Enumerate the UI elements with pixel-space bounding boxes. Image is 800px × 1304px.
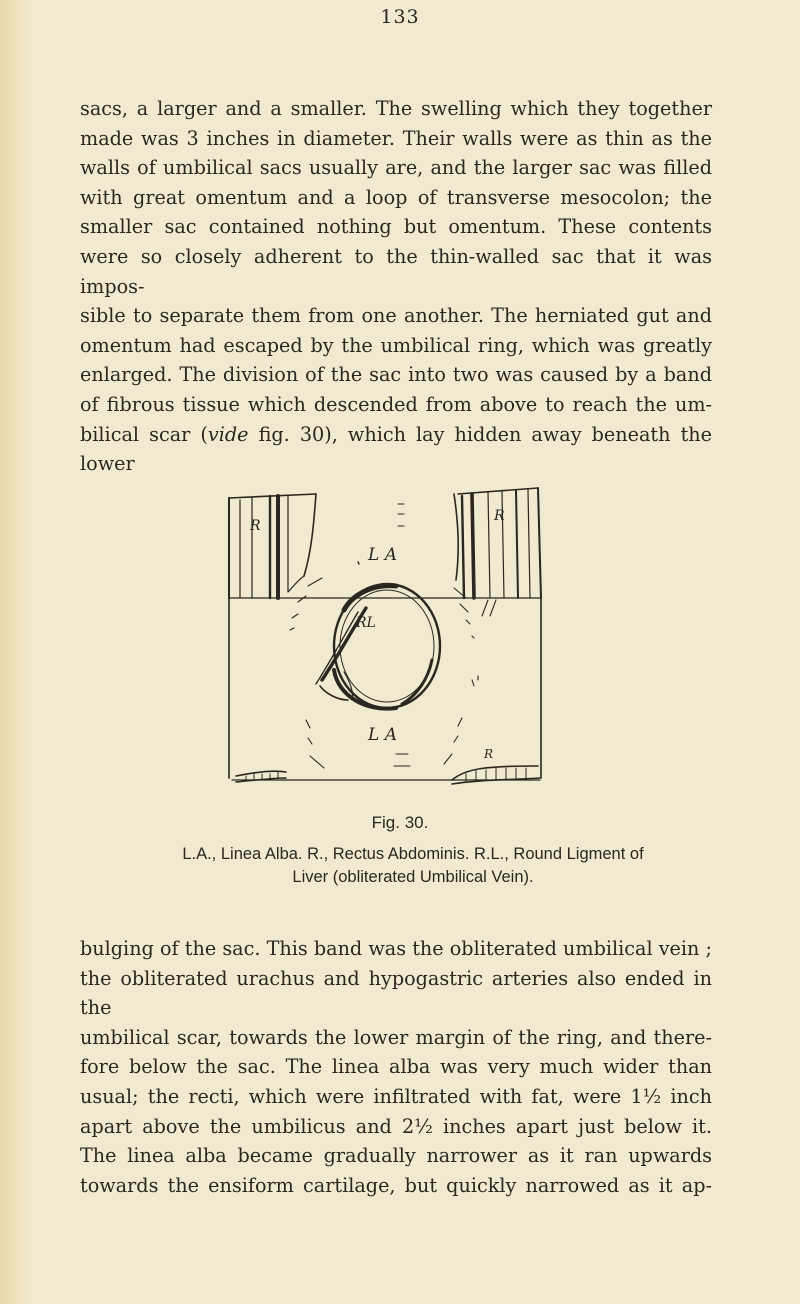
text-line: towards the ensiform cartilage, but quickly narrowed as it ap- — [80, 1173, 712, 1197]
text-line: umbilical scar, towards the lower margin of the ring, and there- — [80, 1025, 712, 1049]
text-line: sible to separate them from one another. The herniated gut and — [80, 304, 712, 328]
text-run: inch — [661, 1084, 712, 1108]
text-line — [80, 1082, 712, 1112]
text-line: walls of umbilical sacs usually are, and the larger sac was filled — [80, 156, 712, 180]
figure-legend — [128, 843, 698, 889]
bottom-rectus-ridge — [236, 766, 540, 784]
paragraph-1 — [80, 94, 712, 479]
label-round-ligament: RL — [356, 615, 376, 631]
text-line: bulging of the sac. This band was the obliterated umbilical vein ; — [80, 937, 712, 960]
label-rectus-right: R — [494, 508, 505, 524]
paragraph-2 — [80, 934, 712, 1200]
text-run: apart above the umbilicus and — [80, 1114, 402, 1138]
left-rectus-muscle — [229, 494, 316, 598]
text-line: enlarged. The division of the sac into two was caused by a band — [80, 363, 712, 387]
umbilical-ring — [334, 584, 440, 709]
text-line — [80, 1112, 712, 1142]
figure-30-illustration — [226, 480, 546, 804]
right-rectus-muscle — [454, 488, 541, 598]
text-line: of fibrous tissue which descended from above to reach the um- — [80, 392, 712, 416]
figure-caption: Fig. 30. — [371, 813, 429, 832]
text-line — [80, 420, 712, 479]
label-rectus-bottom: R — [484, 747, 494, 761]
text-run: inches apart just below it. — [432, 1114, 712, 1138]
legend-line: L.A., Linea Alba. R., Rectus Abdominis. R.L., Round Ligment of — [182, 845, 644, 863]
label-linea-alba-top: L A — [368, 545, 397, 565]
fraction: 1½ — [630, 1084, 662, 1108]
legend-line: Liver (obliterated Umbilical Vein). — [292, 868, 534, 886]
text-run: fig. 30), which lay hidden away beneath the lower — [80, 422, 712, 476]
italic-vide: vide — [207, 422, 249, 446]
text-line: made was 3 inches in diameter. Their walls were as thin as the — [80, 126, 712, 150]
text-line: sacs, a larger and a smaller. The swelling which they together — [80, 97, 712, 120]
label-linea-alba-bottom: L A — [368, 725, 397, 745]
text-line: smaller sac contained nothing but omentum. These contents — [80, 215, 712, 239]
text-line: fore below the sac. The linea alba was very much wider than — [80, 1055, 712, 1079]
label-rectus-left: R — [250, 518, 261, 534]
text-run: bilical scar ( — [80, 422, 208, 446]
text-run: usual; the recti, which were infiltrated with fat, were — [80, 1084, 631, 1108]
page-edge-shadow — [0, 0, 34, 1304]
text-line: The linea alba became gradually narrower as it ran upwards — [80, 1144, 712, 1168]
text-line: with great omentum and a loop of transverse mesocolon; the — [80, 185, 712, 209]
text-line: the obliterated urachus and hypogastric arteries also ended in the — [80, 966, 712, 1020]
text-line: omentum had escaped by the umbilical ring, which was greatly — [80, 333, 712, 357]
page-number: 133 — [380, 6, 420, 28]
text-line: were so closely adherent to the thin-walled sac that it was impos- — [80, 244, 712, 298]
fraction: 2½ — [402, 1114, 433, 1138]
